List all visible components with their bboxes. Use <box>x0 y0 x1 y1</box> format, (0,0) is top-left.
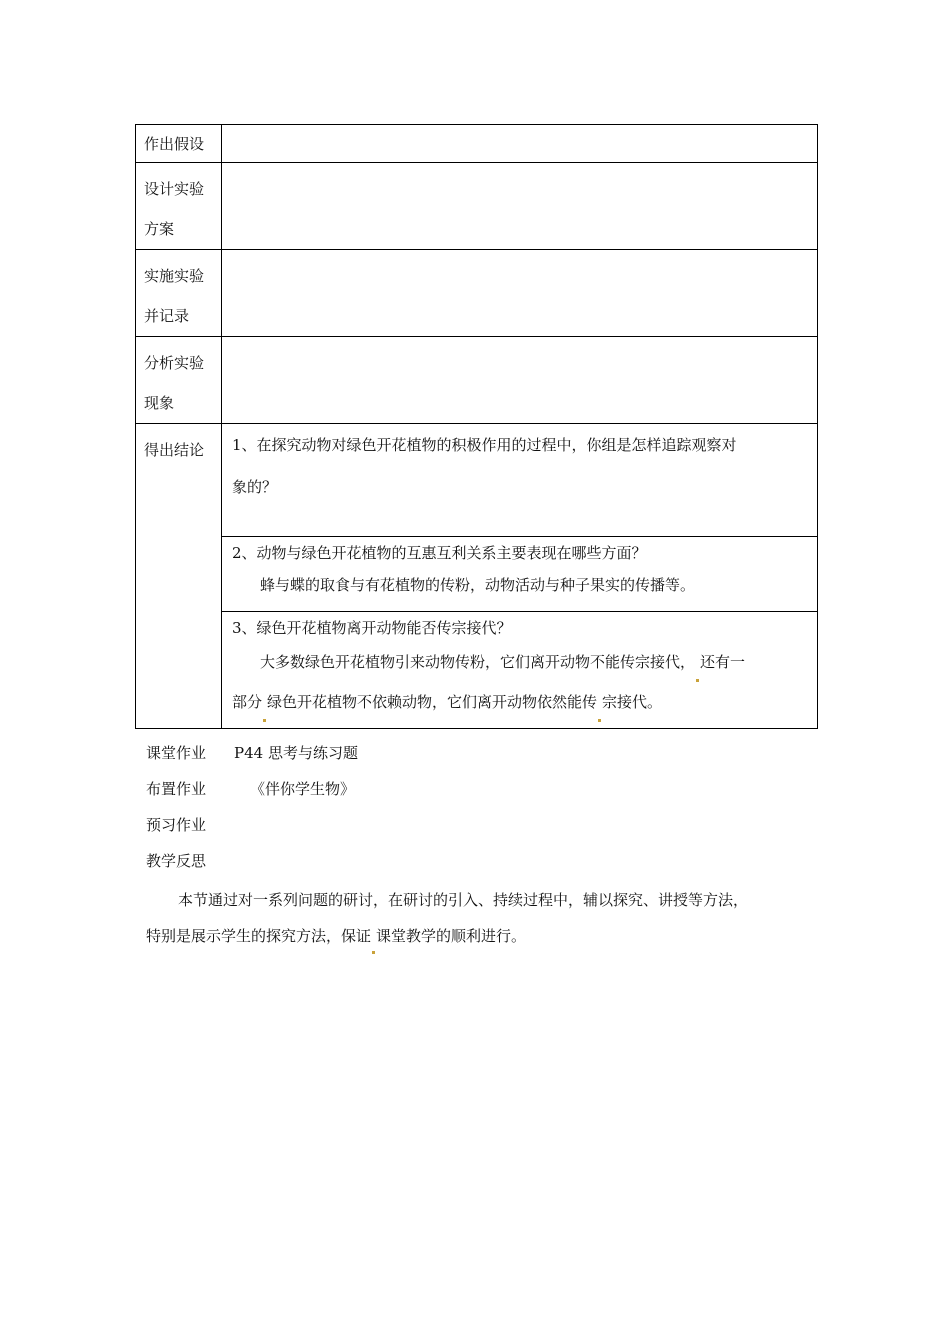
hypothesis-cell <box>222 125 818 163</box>
row-label-analyze <box>136 337 222 424</box>
class-homework-line <box>146 743 358 763</box>
edit-mark <box>598 719 601 722</box>
analyze-cell <box>222 337 818 424</box>
edit-mark <box>372 951 375 954</box>
row-label-design <box>136 163 222 250</box>
table-row <box>136 125 818 163</box>
label-line: 实施实验 <box>144 267 205 285</box>
question-2: 2、动物与绿色开花植物的互惠互利关系主要表现在哪些方面？ <box>232 544 647 562</box>
assign-homework-value: 《伴你学生物》 <box>250 780 356 798</box>
implement-cell <box>222 250 818 337</box>
table-row <box>136 424 818 729</box>
design-cell <box>222 163 818 250</box>
preview-homework-label: 预习作业 <box>146 816 207 834</box>
question-3: 3、绿色开花植物离开动物能否传宗接代？ <box>232 619 512 637</box>
answer-3-line1: 大多数绿色开花植物引来动物传粉，它们离开动物不能传宗接代， 还有一 <box>232 642 817 682</box>
question-3-block <box>222 612 817 728</box>
table-row <box>136 337 818 424</box>
row-label-implement <box>136 250 222 337</box>
conclusion-cell <box>222 424 818 729</box>
label-line: 设计实验 <box>144 180 205 198</box>
label-line: 现象 <box>144 394 175 412</box>
assign-homework-line <box>146 779 355 799</box>
class-homework-label: 课堂作业 <box>146 744 207 762</box>
answer-3-line2: 部分 绿色开花植物不依赖动物，它们离开动物依然能传 宗接代。 <box>232 682 817 722</box>
question-2-block <box>222 537 817 612</box>
label-line: 方案 <box>144 220 175 238</box>
answer-2: 蜂与蝶的取食与有花植物的传粉，动物活动与种子果实的传播等。 <box>260 576 696 594</box>
table-row <box>136 250 818 337</box>
question-1-block <box>222 424 817 537</box>
row-label-hypothesis: 作出假设 <box>136 125 222 163</box>
reflection-heading-line <box>146 851 206 871</box>
edit-mark <box>263 719 266 722</box>
assign-homework-label: 布置作业 <box>146 780 207 798</box>
reflection-label: 教学反思 <box>146 852 207 870</box>
experiment-table <box>135 124 818 729</box>
edit-mark <box>696 679 699 682</box>
table-row <box>136 163 818 250</box>
reflection-text <box>146 882 826 954</box>
question-1-line2: 象的？ <box>232 478 278 496</box>
preview-homework-line <box>146 815 206 835</box>
label-line: 分析实验 <box>144 354 205 372</box>
reflection-line2: 特别是展示学生的探究方法，保证 课堂教学的顺利进行。 <box>146 918 826 954</box>
reflection-line1: 本节通过对一系列问题的研讨，在研讨的引入、持续过程中，辅以探究、讲授等方法， <box>178 891 749 909</box>
row-label-conclusion: 得出结论 <box>136 424 222 729</box>
label-line: 并记录 <box>144 307 190 325</box>
question-1-line1: 1、在探究动物对绿色开花植物的积极作用的过程中，你组是怎样追踪观察对 <box>232 436 737 454</box>
class-homework-value: P44 思考与练习题 <box>234 744 358 762</box>
